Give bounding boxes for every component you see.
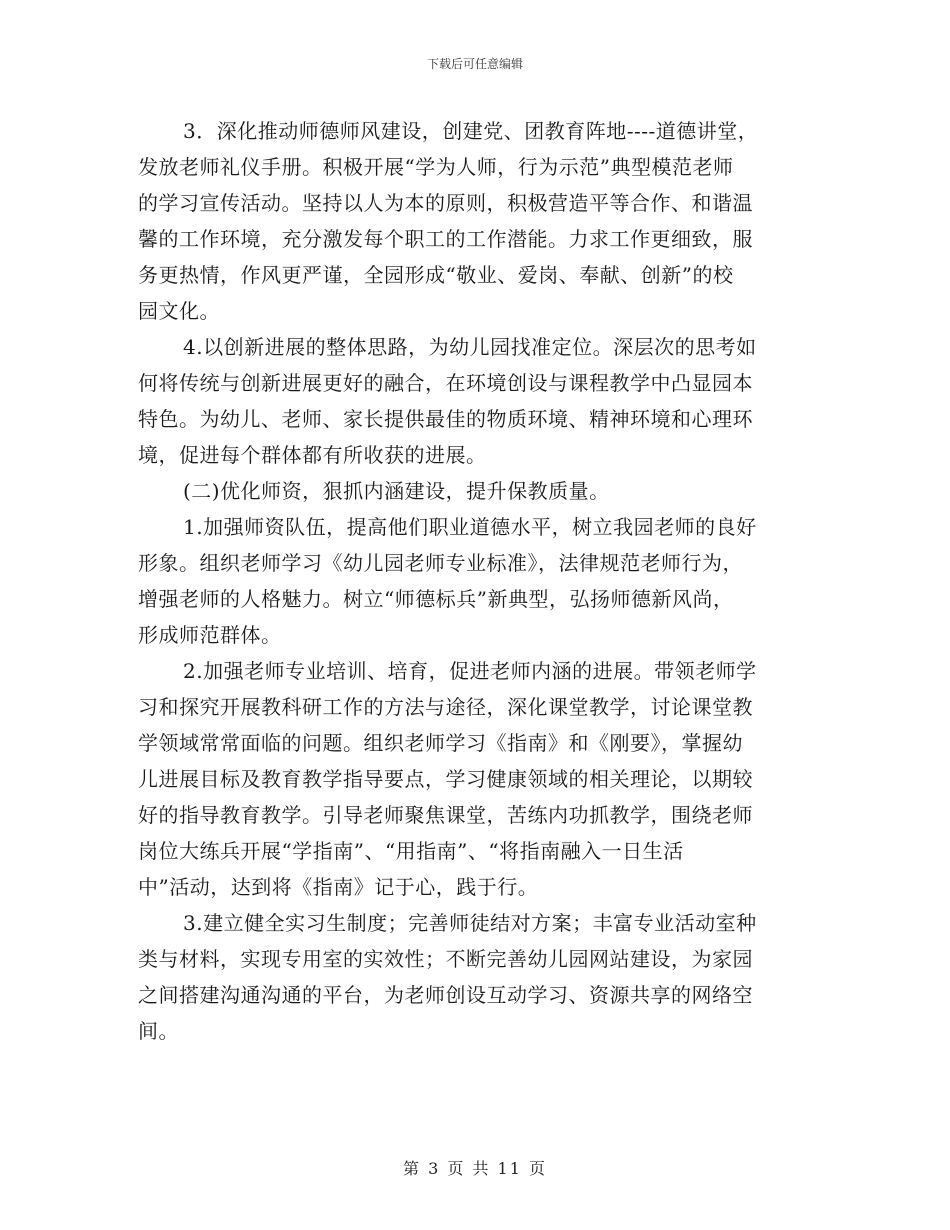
text-line: 馨的工作环境，充分激发每个职工的工作潜能。力求工作更细致，服 (138, 227, 753, 251)
text-line: 4.以创新进展的整体思路，为幼儿园找准定位。深层次的思考如 (183, 335, 757, 359)
text-line: 之间搭建沟通沟通的平台，为老师创设互动学习、资源共享的网络空 (138, 983, 753, 1007)
text-line: 习和探究开展教科研工作的方法与途径，深化课堂教学，讨论课堂教 (138, 695, 753, 719)
text-line: 好的指导教育教学。引导老师聚焦课堂，苦练内功抓教学，围绕老师 (138, 803, 753, 827)
text-line: 形象。组织老师学习《幼儿园老师专业标准》，法律规范老师行为， (138, 551, 743, 575)
text-line: 境，促进每个群体都有所收获的进展。 (138, 443, 487, 467)
paragraph-1-teacher-team (138, 509, 808, 653)
text-line: 的学习宣传活动。坚持以人为本的原则，积极营造平等合作、和谐温 (138, 191, 753, 215)
text-line: 3．深化推动师德师风建设，创建党、团教育阵地----道德讲堂， (183, 119, 759, 143)
text-line: 间。 (138, 1019, 179, 1043)
paragraph-2-teacher-training (138, 653, 808, 905)
text-line: 务更热情，作风更严谨，全园形成“敬业、爱岗、奉献、创新”的校 (138, 263, 734, 287)
paragraph-3-intern-system (138, 905, 808, 1049)
document-body (138, 113, 808, 1049)
text-line: 2.加强老师专业培训、培育，促进老师内涵的进展。带领老师学 (183, 659, 757, 683)
text-line: 增强老师的人格魅力。树立“师德标兵”新典型，弘扬师德新风尚， (138, 587, 734, 611)
paragraph-3-teacher-ethics (138, 113, 808, 329)
text-line: 特色。为幼儿、老师、家长提供最佳的物质环境、精神环境和心理环 (138, 407, 753, 431)
text-line: 1.加强师资队伍，提高他们职业道德水平，树立我园老师的良好 (183, 515, 757, 539)
page-number-footer: 第 3 页 共 11 页 (403, 1159, 547, 1178)
text-line: 学领域常常面临的问题。组织老师学习《指南》和《刚要》，掌握幼 (138, 731, 743, 755)
text-line: 形成师范群体。 (138, 623, 282, 647)
section-heading-2 (138, 473, 808, 509)
page-header: 下载后可任意编辑 (426, 57, 523, 71)
text-line: 3.建立健全实习生制度；完善师徒结对方案；丰富专业活动室种 (183, 911, 757, 935)
text-line: 儿进展目标及教育教学指导要点，学习健康领域的相关理论，以期较 (138, 767, 753, 791)
text-line: 园文化。 (138, 299, 220, 323)
text-line: 类与材料，实现专用室的实效性；不断完善幼儿园网站建设，为家园 (138, 947, 753, 971)
text-line: 岗位大练兵开展“学指南”、“用指南”、“将指南融入一日生活 (138, 839, 684, 863)
text-line: 发放老师礼仪手册。积极开展“学为人师，行为示范”典型模范老师 (138, 155, 734, 179)
paragraph-4-innovation (138, 329, 808, 473)
text-line: 中”活动，达到将《指南》记于心，践于行。 (138, 875, 539, 899)
text-line: (二)优化师资，狠抓内涵建设，提升保教质量。 (183, 479, 610, 503)
text-line: 何将传统与创新进展更好的融合，在环境创设与课程教学中凸显园本 (138, 371, 753, 395)
